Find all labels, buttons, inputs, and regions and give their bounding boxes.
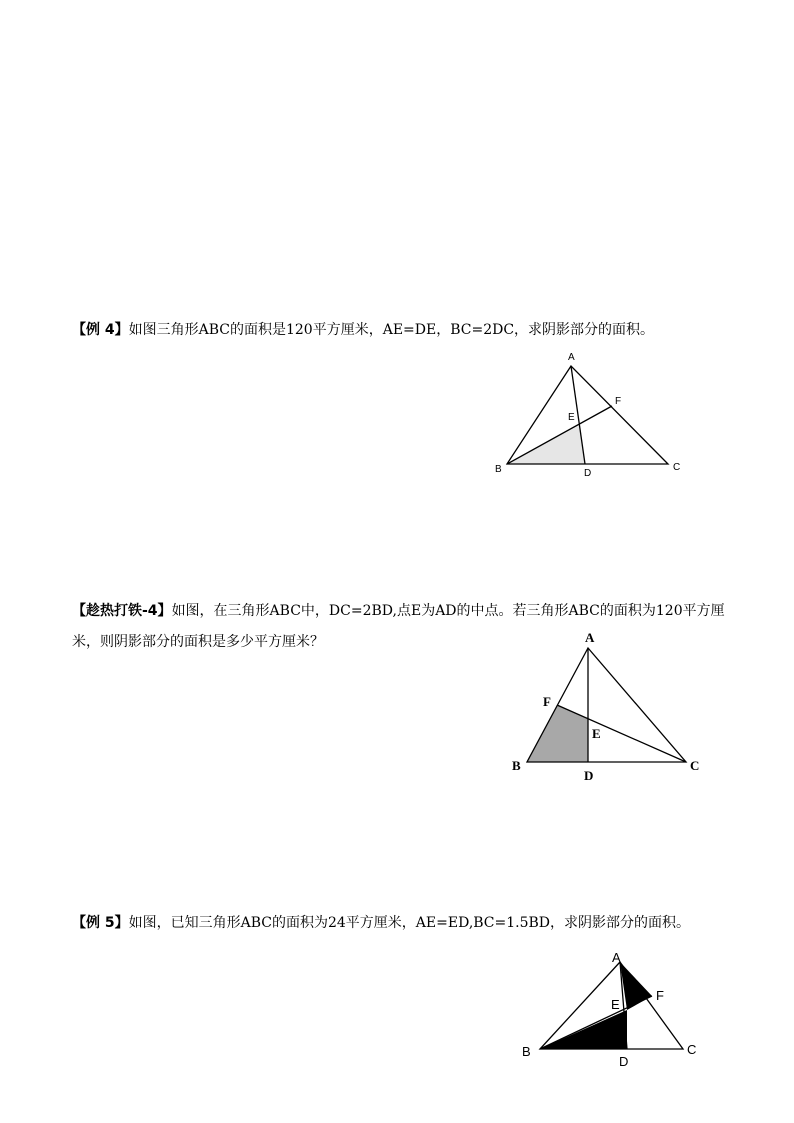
label-a: A <box>568 352 575 363</box>
problem-1-text <box>72 315 732 346</box>
problem-2-question: 如图，在三角形ABC中，DC=2BD,点E为AD的中点。若三角形ABC的面积为120平方厘米，则阴影部分的面积是多少平方厘米？ <box>72 603 725 650</box>
label-c: C <box>690 758 700 773</box>
label-f: F <box>543 694 551 709</box>
label-a: A <box>612 950 621 965</box>
label-d: D <box>584 768 594 783</box>
problem-3-figure <box>515 945 715 1070</box>
label-b: B <box>512 758 521 773</box>
label-e: E <box>592 726 601 741</box>
label-c: C <box>673 462 681 473</box>
label-e: E <box>611 997 620 1012</box>
label-e: E <box>568 412 575 423</box>
problem-2-figure <box>505 625 705 785</box>
problem-3-text <box>72 908 732 939</box>
problem-1-figure <box>490 348 690 478</box>
problem-3-tag: 【例 5】 <box>72 915 129 931</box>
label-b: B <box>495 464 502 475</box>
triangle-abc <box>507 366 668 464</box>
problem-3-question: 如图，已知三角形ABC的面积为24平方厘米，AE=ED,BC=1.5BD，求阴影部分的面积。 <box>128 915 691 931</box>
problem-1-tag: 【例 4】 <box>72 322 129 338</box>
label-f: F <box>656 988 664 1003</box>
label-a: A <box>585 630 595 645</box>
label-d: D <box>584 468 592 479</box>
label-d: D <box>619 1054 629 1069</box>
label-b: B <box>522 1044 531 1059</box>
label-c: C <box>687 1042 697 1057</box>
label-f: F <box>615 396 622 407</box>
shaded-region <box>527 705 588 762</box>
problem-2-tag: 【趁热打铁-4】 <box>72 603 172 619</box>
problem-1-question: 如图三角形ABC的面积是120平方厘米，AE=DE，BC=2DC，求阴影部分的面积。 <box>128 322 655 338</box>
